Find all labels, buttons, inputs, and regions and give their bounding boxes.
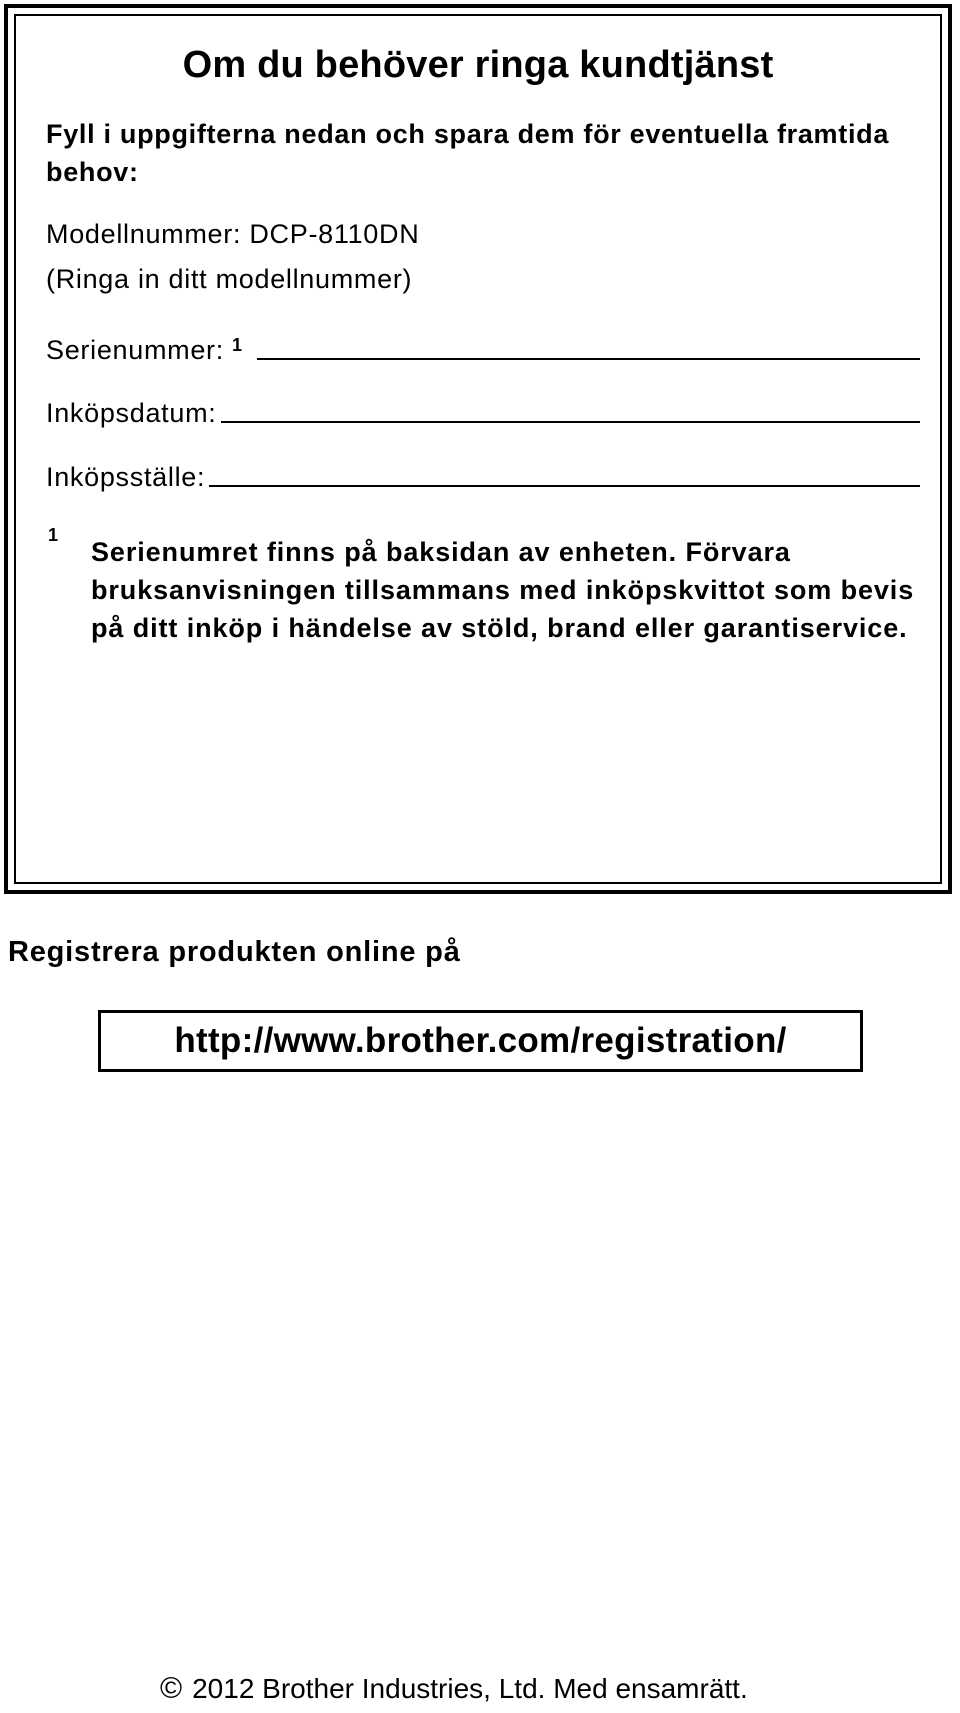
serial-number-field (46, 326, 920, 366)
model-number-note: (Ringa in ditt modellnummer) (46, 264, 413, 294)
registration-heading: Registrera produkten online på (8, 936, 461, 968)
purchase-date-label: Inköpsdatum: (46, 398, 217, 428)
footnote-text: Serienumret finns på baksidan av enheten. Förvara bruksanvisningen tillsammans med inköpskvittot som bevis på ditt inköp i händelse av stöld, brand eller garantiservice. (91, 537, 915, 643)
purchase-date-blank-line (221, 420, 921, 423)
purchase-date-field (46, 389, 920, 429)
purchase-place-field (46, 453, 920, 493)
registration-url-link[interactable]: http://www.brother.com/registration/ (98, 1010, 863, 1072)
footnote-mark: 1 (48, 525, 59, 545)
model-number: Modellnummer: DCP-8110DN (46, 219, 420, 249)
purchase-place-blank-line (209, 484, 920, 487)
copyright-notice (160, 1672, 748, 1706)
serial-number-footnote-ref: 1 (231, 335, 243, 355)
contact-info-card (4, 4, 952, 894)
serial-number-blank-line (257, 357, 920, 360)
purchase-place-label: Inköpsställe: (46, 462, 206, 492)
intro-text: Fyll i uppgifterna nedan och spara dem för eventuella framtida behov: (46, 119, 890, 187)
serial-number-label: Serienummer: (46, 335, 224, 365)
copyright-icon: © (160, 1672, 183, 1705)
card-title: Om du behöver ringa kundtjänst (182, 44, 774, 86)
copyright-text: 2012 Brother Industries, Ltd. Med ensamrätt. (192, 1673, 748, 1704)
